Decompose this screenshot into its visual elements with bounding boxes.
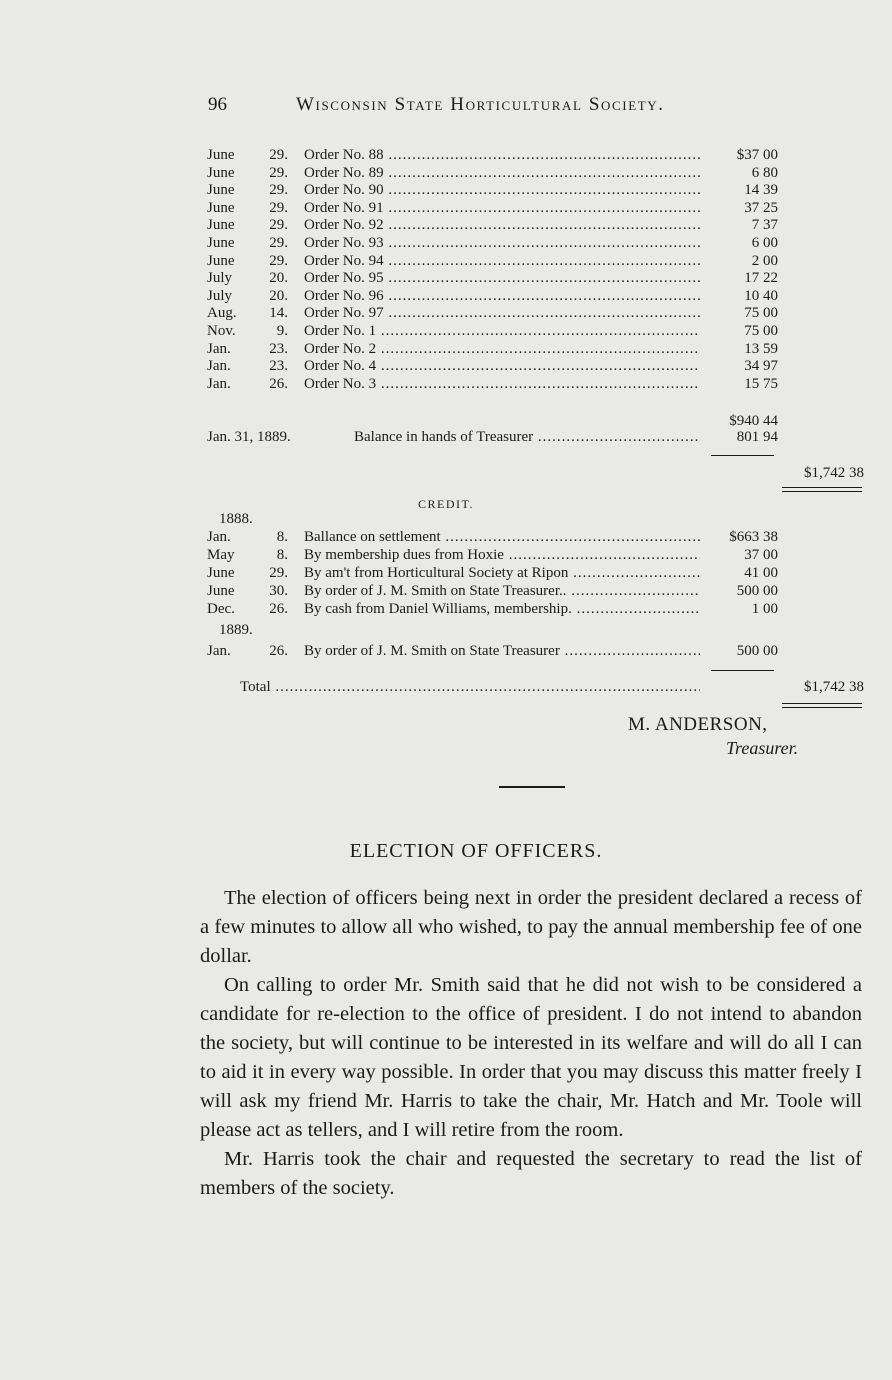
debit-day: 29. xyxy=(269,252,288,269)
debit-day: 20. xyxy=(269,270,288,287)
credit-amount: $663 38 xyxy=(729,529,778,545)
debit-amount: 6 00 xyxy=(751,235,778,251)
credit-month: Jan. xyxy=(207,529,231,545)
debit-amount: 17 22 xyxy=(744,270,778,287)
debit-amount: $37 00 xyxy=(736,147,778,163)
debit-month: June xyxy=(207,199,235,216)
credit-month: June xyxy=(207,565,235,581)
credit-year-1888: 1888. xyxy=(219,511,253,527)
debit-month: June xyxy=(207,252,235,269)
credit-day: 8. xyxy=(276,547,288,563)
debit-month: Jan. xyxy=(207,358,231,375)
credit-month: May xyxy=(207,547,235,563)
debit-description: Order No. 4 xyxy=(304,358,377,375)
debit-amount: 34 97 xyxy=(744,358,778,375)
debit-day: 29. xyxy=(269,199,288,216)
credit-description: By membership dues from Hoxie xyxy=(304,547,504,563)
debit-month: Aug. xyxy=(207,305,237,322)
debit-day: 26. xyxy=(269,375,288,392)
debit-amount: 6 80 xyxy=(751,164,778,181)
credit-amount: 41 00 xyxy=(744,565,778,581)
credit-total: $1,742 38 xyxy=(804,679,864,695)
balance-amount: 801 94 xyxy=(736,429,778,445)
credit-day: 26. xyxy=(269,601,288,617)
credit-month: Dec. xyxy=(207,601,235,617)
credit-description: By am't from Horticultural Society at Ripon xyxy=(304,565,569,581)
debit-description: Order No. 88 xyxy=(304,147,384,163)
debit-month: Nov. xyxy=(207,323,236,339)
credit-description: Ballance on settlement xyxy=(304,529,441,545)
credit-heading: CREDIT. xyxy=(418,497,474,511)
debit-description: Order No. 97 xyxy=(304,305,384,322)
debit-amount: 7 37 xyxy=(751,217,778,234)
debit-day: 20. xyxy=(269,287,288,304)
double-rule-top-b xyxy=(782,491,862,492)
credit-month: June xyxy=(207,583,235,599)
paragraph-1: The election of officers being next in order the president declared a recess of a few minutes to allow all who wished, to pay the annual membership fee of one dollar. xyxy=(200,887,862,967)
debit-description: Order No. 3 xyxy=(304,375,377,392)
debit-amount: 75 00 xyxy=(744,323,778,339)
running-title: Wisconsin State Horticultural Society. xyxy=(296,94,665,115)
double-rule-top-a xyxy=(782,487,862,488)
credit-month: Jan. xyxy=(207,643,231,659)
paragraph-2: On calling to order Mr. Smith said that he did not wish to be considered a candidate for re-election to the office of president. I do not intend to abandon the society, but will continue to be interested in its welfare and will do all I can to aid it in every way possible. In order that you may discuss this matter freely I will ask my friend Mr. Harris to take the chair, Mr. Hatch and Mr. Toole will please act as tellers, and I will retire from the room. xyxy=(200,974,862,1141)
running-header xyxy=(208,94,798,120)
debit-amount: 2 00 xyxy=(751,252,778,269)
credit-description: By order of J. M. Smith on State Treasurer.. xyxy=(304,583,567,599)
credit-amount: 500 00 xyxy=(736,583,778,599)
debit-month: June xyxy=(207,147,235,163)
credit-amount: 500 00 xyxy=(736,643,778,659)
debit-day: 9. xyxy=(276,323,288,339)
debit-month: June xyxy=(207,235,235,251)
credit-description: By cash from Daniel Williams, membership. xyxy=(304,601,572,617)
debit-month: Jan. xyxy=(207,340,231,357)
debit-description: Order No. 94 xyxy=(304,252,384,269)
debit-day: 23. xyxy=(269,358,288,375)
debit-day: 29. xyxy=(269,182,288,199)
debit-day: 29. xyxy=(269,164,288,181)
credit-amount: 37 00 xyxy=(744,547,778,563)
debit-description: Order No. 96 xyxy=(304,287,384,304)
debit-day: 29. xyxy=(269,147,288,163)
debit-month: June xyxy=(207,164,235,181)
debit-description: Order No. 95 xyxy=(304,270,384,287)
subtotal-rule xyxy=(711,455,774,456)
balance-date: Jan. 31, 1889. xyxy=(207,429,291,445)
double-rule-bottom-b xyxy=(782,707,862,708)
debit-subtotal: $940 44 xyxy=(729,413,778,429)
debit-description: Order No. 91 xyxy=(304,199,384,216)
debit-amount: 37 25 xyxy=(744,199,778,216)
debit-month: July xyxy=(207,287,233,304)
balance-desc: Balance in hands of Treasurer xyxy=(354,429,534,445)
debit-amount: 75 00 xyxy=(744,305,778,322)
debit-month: June xyxy=(207,182,235,199)
debit-description: Order No. 93 xyxy=(304,235,384,251)
section-title: ELECTION OF OFFICERS. xyxy=(349,840,603,862)
debit-description: Order No. 2 xyxy=(304,340,377,357)
debit-month: June xyxy=(207,217,235,234)
debit-day: 29. xyxy=(269,235,288,251)
double-rule-bottom-a xyxy=(782,703,862,704)
debit-day: 14. xyxy=(269,305,288,322)
section-separator xyxy=(499,786,565,788)
credit-day: 8. xyxy=(276,529,288,545)
credit-day: 26. xyxy=(269,643,288,659)
credit-amount: 1 00 xyxy=(751,601,778,617)
debit-amount: 10 40 xyxy=(744,287,778,304)
debit-amount: 15 75 xyxy=(744,375,778,392)
debit-total: $1,742 38 xyxy=(804,465,864,481)
signature-role: Treasurer. xyxy=(726,738,799,758)
debit-description: Order No. 92 xyxy=(304,217,384,234)
debit-month: Jan. xyxy=(207,375,231,392)
credit-sum-rule xyxy=(711,670,774,671)
debit-day: 29. xyxy=(269,217,288,234)
credit-day: 30. xyxy=(269,583,288,599)
signature-name: M. ANDERSON, xyxy=(628,714,768,735)
debit-description: Order No. 89 xyxy=(304,164,384,181)
debit-day: 23. xyxy=(269,340,288,357)
section-body xyxy=(200,884,862,1203)
page-number: 96 xyxy=(208,94,227,115)
paragraph-3: Mr. Harris took the chair and requested the secretary to read the list of members of the society. xyxy=(200,1148,862,1199)
debit-month: July xyxy=(207,270,233,287)
credit-total-label: Total xyxy=(240,679,271,695)
debit-amount: 13 59 xyxy=(744,340,778,357)
debit-description: Order No. 1 xyxy=(304,323,377,339)
credit-description: By order of J. M. Smith on State Treasurer xyxy=(304,643,560,659)
credit-day: 29. xyxy=(269,565,288,581)
debit-amount: 14 39 xyxy=(744,182,778,199)
credit-year-1889: 1889. xyxy=(219,622,253,638)
debit-description: Order No. 90 xyxy=(304,182,384,199)
